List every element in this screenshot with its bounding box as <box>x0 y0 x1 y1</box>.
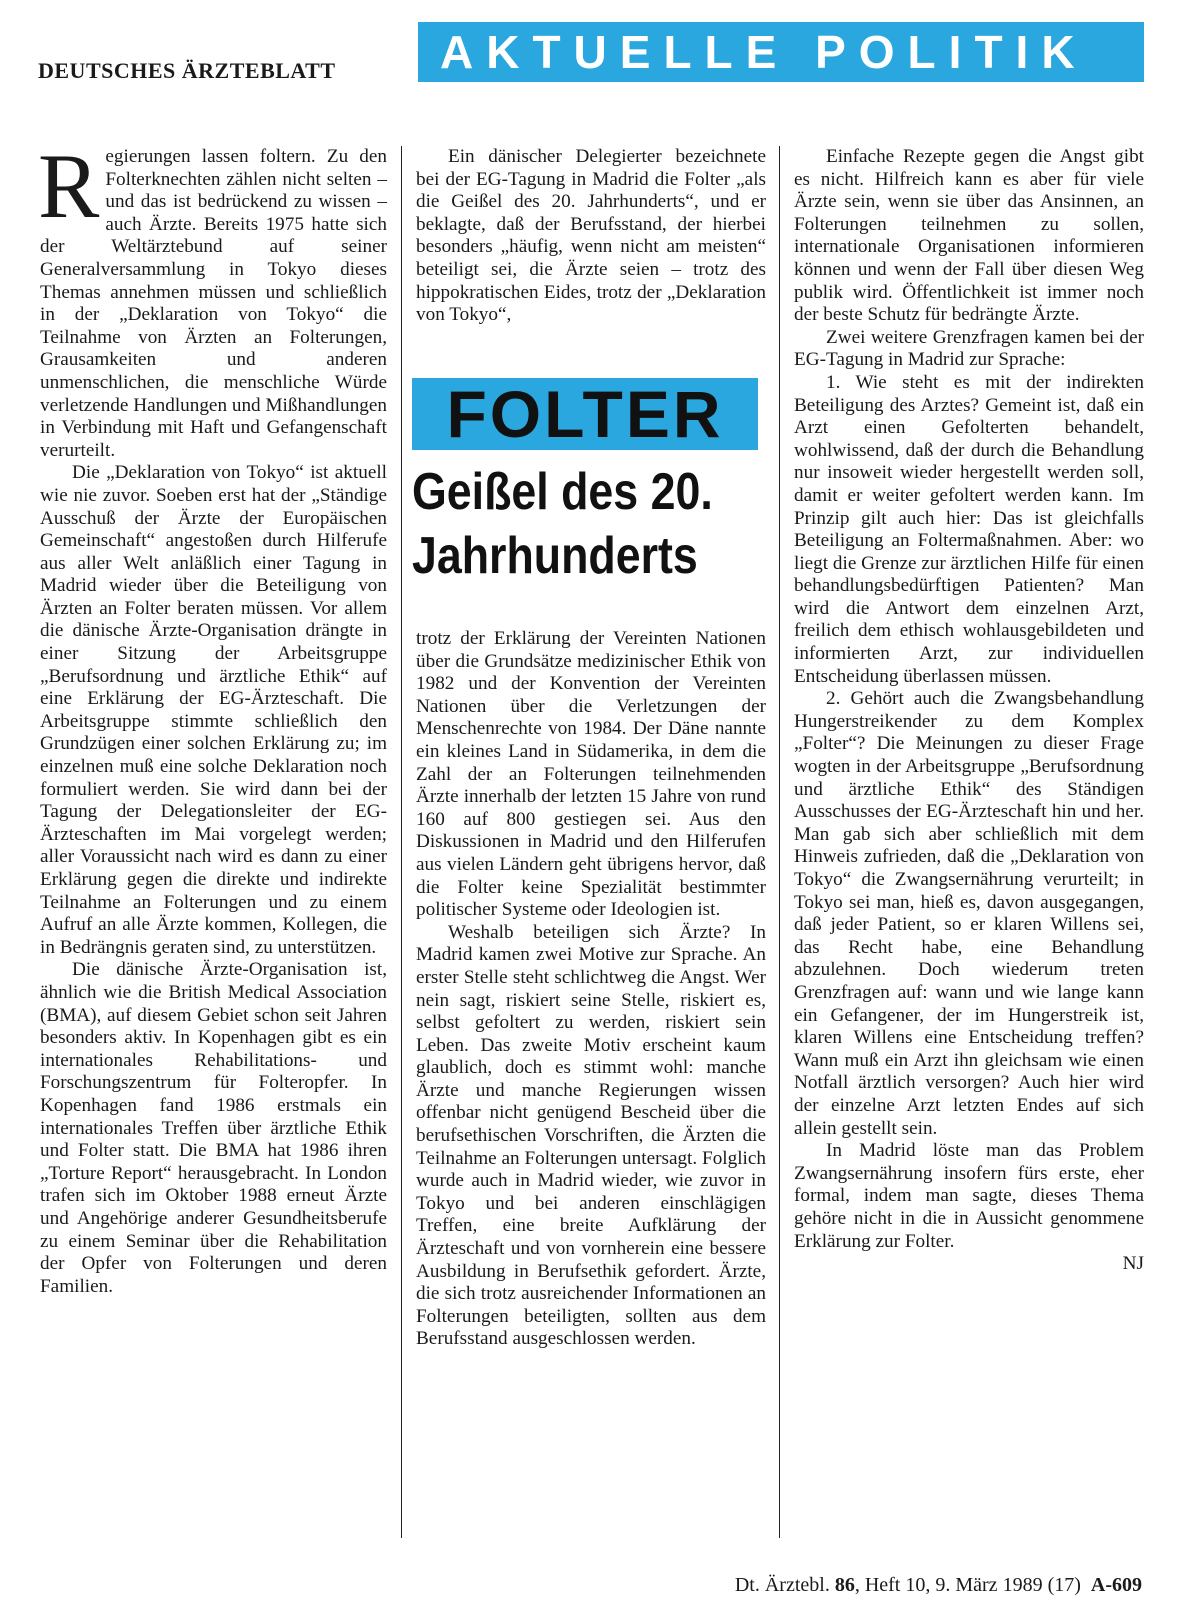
paragraph: 2. Gehört auch die Zwangsbehandlung Hungerstreikender zu dem Komplex „Folter“? Die Meinungen zu dieser Frage wogten in der Arbeitsgruppe „Berufsordnung und ärztliche Ethik“ des Ständigen Ausschusses der EG-Ärzteschaft hin und her. Man gab sich aber schließlich mit dem Hinweis zufrieden, daß die „Deklaration von Tokyo“ die Zwangsernährung verurteilt; in Tokyo sei man, hieß es, davon ausgegangen, daß jeder Patient, so er klaren Willens sei, das Recht habe, eine Behandlung abzulehnen. Doch wiederum treten Grenzfragen auf: wann und wie lange kann ein Gefangener, der im Hungerstreik ist, klaren Willens eine Entscheidung treffen? Wann muß ein Arzt ihn gleichsam wie einen Notfall ärztlich versorgen? Auch hier wird der einzelne Arzt letzten Endes auf sich allein gestellt sein. <box>794 688 1144 1139</box>
column-rule <box>401 146 402 1538</box>
article-column-1 <box>38 135 387 1298</box>
paragraph: Regierungen lassen foltern. Zu den Folterknechten zählen nicht selten – und das ist bedrückend zu wissen – auch Ärzte. Bereits 1975 hatte sich der Weltärztebund auf seiner Generalversammlung in Tokyo dieses Themas annehmen müssen und schließlich in der „Deklaration von Tokyo“ die Teilnahme von Ärzten an Folterungen, Grausamkeiten und anderen unmenschlichen, die menschliche Würde verletzende Handlungen und Mißhandlungen in Verbindung mit Haft und Gefangenschaft verurteilt. <box>38 135 387 461</box>
page-number: A-609 <box>1090 1574 1142 1596</box>
section-rubric: AKTUELLE POLITIK <box>418 22 1144 82</box>
paragraph: Die dänische Ärzte-Organisation ist, ähnlich wie die British Medical Association (BMA), auf diesem Gebiet schon seit Jahren besonders aktiv. In Kopenhagen gibt es ein internationales Rehabilitations- und Forschungszentrum für Folteropfer. In Kopenhagen fand 1986 erstmals ein internationales Treffen über ärztliche Ethik und Folter statt. Die BMA hat 1986 ihren „Torture Report“ herausgebracht. In London trafen sich im Oktober 1988 erneut Ärzte und Angehörige anderer Gesundheitsberufe zu einem Seminar über die Rehabilitation der Opfer von Folterungen und deren Familien. <box>40 959 387 1297</box>
paragraph: Weshalb beteiligen sich Ärzte? In Madrid kamen zwei Motive zur Sprache. An erster Stelle steht schlichtweg die Angst. Wer nein sagt, riskiert seine Stelle, riskiert es, selbst gefoltert zu werden, riskiert sein Leben. Das zweite Motiv erscheint kaum glaublich, doch es stimmt wohl: manche Ärzte und manche Regierungen wissen offenbar nicht genügend Bescheid über die berufsethischen Vorschriften, die Ärzten die Teilnahme an Folterungen untersagt. Folglich wurde auch in Madrid wieder, wie zuvor in Tokyo und bei anderen einschlägigen Treffen, eine breite Aufklärung der Ärzteschaft und von vornherein eine bessere Ausbildung in Berufsethik gefordert. Ärzte, die sich trotz ausreichender Informationen an Folterungen beteiligten, sollten aus dem Berufsstand ausgeschlossen werden. <box>416 921 766 1350</box>
masthead: DEUTSCHES ÄRZTEBLATT <box>38 58 336 83</box>
paragraph: Die „Deklaration von Tokyo“ ist aktuell wie nie zuvor. Soeben erst hat der „Ständige Ausschuß der Ärzte der Europäischen Gemeinschaft“ angestoßen durch Hilferufe aus aller Welt anläßlich einer Tagung in Madrid wieder über die Beteiligung von Ärzten an Folter beraten müssen. Vor allem die dänische Ärzte-Organisation drängte in einer Sitzung der Arbeitsgruppe „Berufsordnung und ärztliche Ethik“ auf eine Erklärung der EG-Ärzteschaft. Die Arbeitsgruppe stimmte schließlich den Grundzügen einer solchen Erklärung zu; im einzelnen muß eine solche Deklaration noch formuliert werden. Sie wird dann bei der Tagung der Delegationsleiter der EG-Ärzteschaften im Mai vorgelegt werden; aller Voraussicht nach wird es dann zu einer Erklärung gegen die direkte und indirekte Teilnahme an Folterungen und zu einem Aufruf an alle Ärzte kommen, Kollegen, die in Bedrängnis geraten sind, zu unterstützen. <box>40 462 387 958</box>
paragraph: trotz der Erklärung der Vereinten Nationen über die Grundsätze medizinischer Ethik von 1982 und der Konvention der Vereinten Nationen über die Verletzungen der Menschenrechte von 1984. Der Däne nannte ein kleines Land in Südamerika, in dem die Zahl der an Folterungen teilnehmenden Ärzte innerhalb der letzten 15 Jahre von rund 160 auf 800 gestiegen sei. Aus den Diskussionen in Madrid und den Hilferufen aus vielen Ländern geht übrigens hervor, daß die Folter keine Spezialität bestimmter politischer Systeme oder Ideologien ist. <box>416 628 766 921</box>
paragraph: Einfache Rezepte gegen die Angst gibt es nicht. Hilfreich kann es aber für viele Ärzte sein, wenn sie über das Ansinnen, an Folterungen teilnehmen zu sollen, internationale Organisationen informieren können und wenn der Fall über diesen Weg publik wird. Öffentlichkeit ist immer noch der beste Schutz für bedrängte Ärzte. <box>794 146 1144 326</box>
kicker: FOLTER <box>446 377 724 451</box>
paragraph: In Madrid löste man das Problem Zwangsernährung insofern fürs erste, eher formal, indem man sagte, dieses Thema gehöre nicht in die in Aussicht genommene Erklärung zur Folter. <box>794 1140 1144 1252</box>
page-footer: Dt. Ärztebl. 86, Heft 10, 9. März 1989 (17) A-609 <box>734 1574 1142 1596</box>
paragraph: Ein dänischer Delegierter bezeichnete bei der EG-Tagung in Madrid die Folter „als die Geißel des 20. Jahrhunderts“, und er beklagte, daß der Berufsstand, der hierbei besonders „häufig, wenn nicht am meisten“ beteiligt sei, die Ärzte seien – trotz des hippokratischen Eides, trotz der „Deklaration von Tokyo“, <box>416 146 766 326</box>
article-column-2-top <box>416 146 766 327</box>
article-column-3 <box>794 146 1144 1276</box>
paragraph: 1. Wie steht es mit der indirekten Beteiligung des Arztes? Gemeint ist, daß ein Arzt einen Gefolterten behandelt, wohlwissend, daß der durch die Behandlung nur insoweit wieder hergestellt werden soll, damit er weiter gefoltert werden kann. Im Prinzip gilt auch hier: Das ist gleichfalls Beteiligung an Foltermaßnahmen. Aber: wo liegt die Grenze zur ärztlichen Hilfe für einen behandlungsbedürftigen Patienten? Man wird die Antwort dem einzelnen Arzt, freilich dem ethisch wohlausgebildeten und informierten Arzt, zur individuellen Entscheidung überlassen müssen. <box>794 371 1144 687</box>
paragraph: Zwei weitere Grenzfragen kamen bei der EG-Tagung in Madrid zur Sprache: <box>794 326 1144 371</box>
column-rule <box>779 146 780 1538</box>
article-column-2-bottom <box>416 628 766 1351</box>
author-signature: NJ <box>1122 1253 1144 1275</box>
headline: Geißel des 20. Jahrhunderts <box>412 463 713 585</box>
drop-cap: R <box>38 135 100 237</box>
kicker-box <box>412 378 758 450</box>
